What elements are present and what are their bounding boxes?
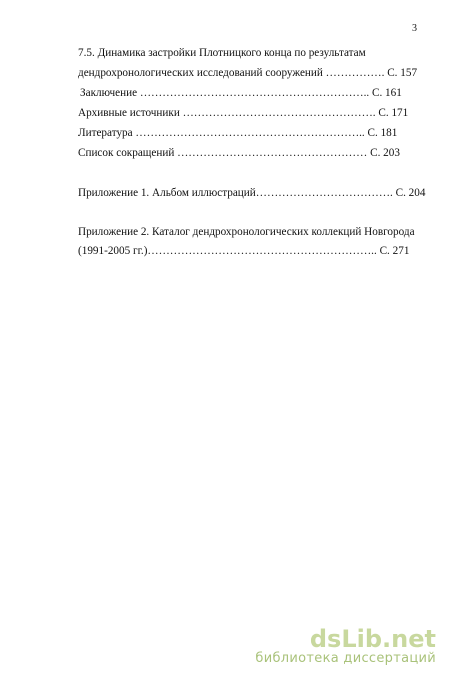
toc-entry-appendix-2-line2: (1991-2005 гг.)…………………………………………………….. С. 271	[78, 245, 410, 257]
toc-entry-abbreviations: Список сокращений …………………………………………… С. 203	[78, 147, 400, 159]
watermark-brand: dsLib.net	[309, 625, 436, 653]
page-number: 3	[412, 23, 417, 34]
toc-entry-archives: Архивные источники ……………………………………………. С. 171	[78, 107, 409, 119]
toc-entry-appendix-2-line1: Приложение 2. Каталог дендрохронологических коллекций Новгорода	[78, 226, 415, 238]
watermark	[255, 626, 436, 666]
toc-entry-conclusion: Заключение …………………………………………………….. С. 161	[80, 87, 402, 99]
watermark-subtitle: библиотека диссертаций	[255, 651, 436, 666]
toc-entry-appendix-1: Приложение 1. Альбом иллюстраций………………………………. С. 204	[78, 187, 426, 199]
toc-entry-7-5-line2: дендрохронологических исследований сооружений ……………. С. 157	[78, 67, 418, 79]
toc-entry-7-5-line1: 7.5. Динамика застройки Плотницкого конца по результатам	[78, 47, 366, 59]
toc-entry-literature: Литература …………………………………………………….. С. 181	[78, 127, 398, 139]
